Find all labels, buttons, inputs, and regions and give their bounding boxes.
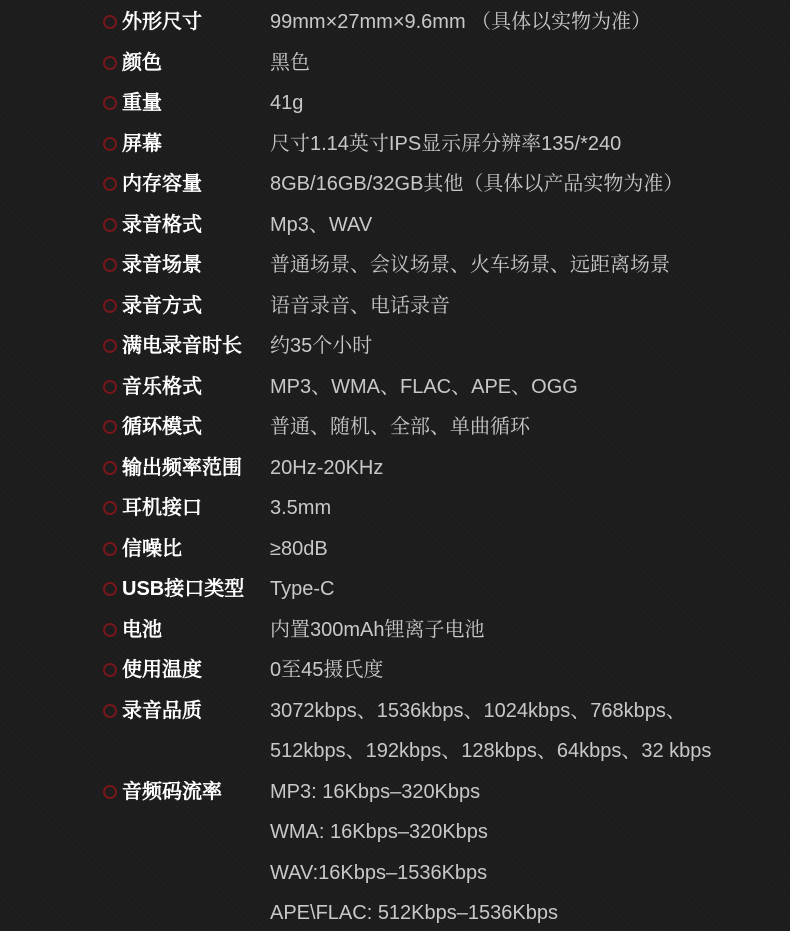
circle-bullet-icon	[103, 15, 117, 29]
spec-value-line: 3.5mm	[270, 497, 332, 519]
spec-value-line: 3072kbps、1536kbps、1024kbps、768kbps、	[270, 699, 686, 722]
spec-label: USB接口类型	[122, 578, 245, 600]
spec-row	[103, 164, 780, 205]
spec-row	[103, 286, 780, 327]
circle-bullet-icon	[103, 785, 117, 799]
circle-bullet-icon	[103, 582, 117, 596]
spec-values	[270, 205, 780, 246]
spec-value-line: 512kbps、192kbps、128kbps、64kbps、32 kbps	[270, 740, 712, 762]
spec-value-line: 约35个小时	[270, 335, 373, 357]
circle-bullet-icon	[103, 501, 117, 515]
spec-values	[270, 448, 780, 489]
spec-label: 外形尺寸	[122, 11, 202, 33]
spec-values	[270, 529, 780, 570]
spec-row	[103, 124, 780, 165]
spec-label: 耳机接口	[122, 497, 202, 519]
spec-row	[103, 691, 780, 772]
spec-value-line: 0至45摄氏度	[270, 659, 384, 681]
spec-values	[270, 286, 780, 327]
circle-bullet-icon	[103, 461, 117, 475]
spec-value-line: WAV:16Kbps–1536Kbps	[270, 861, 488, 884]
spec-values	[270, 488, 780, 529]
spec-label: 录音格式	[122, 213, 202, 236]
circle-bullet-icon	[103, 299, 117, 313]
spec-values	[270, 407, 780, 448]
circle-bullet-icon	[103, 542, 117, 556]
circle-bullet-icon	[103, 177, 117, 191]
spec-label: 重量	[122, 92, 162, 114]
spec-values	[270, 691, 780, 772]
circle-bullet-icon	[103, 623, 117, 637]
circle-bullet-icon	[103, 339, 117, 353]
circle-bullet-icon	[103, 704, 117, 718]
spec-values	[270, 124, 780, 165]
spec-values	[270, 326, 780, 367]
spec-label: 输出频率范围	[122, 456, 242, 479]
spec-values	[270, 367, 780, 408]
circle-bullet-icon	[103, 218, 117, 232]
spec-row	[103, 43, 780, 84]
spec-row	[103, 2, 780, 43]
spec-label: 信噪比	[122, 537, 182, 560]
spec-values	[270, 569, 780, 610]
spec-label: 电池	[122, 618, 162, 641]
spec-values	[270, 245, 780, 286]
spec-values	[270, 43, 780, 84]
spec-value-line: ≥80dB	[270, 537, 328, 560]
spec-row	[103, 772, 780, 931]
spec-label: 音频码流率	[122, 780, 222, 803]
circle-bullet-icon	[103, 258, 117, 272]
spec-values	[270, 772, 780, 931]
spec-row	[103, 529, 780, 570]
spec-row	[103, 205, 780, 246]
spec-label: 满电录音时长	[122, 335, 242, 357]
circle-bullet-icon	[103, 137, 117, 151]
spec-value-line: 41g	[270, 92, 304, 114]
spec-row	[103, 610, 780, 651]
spec-values	[270, 650, 780, 691]
spec-values	[270, 610, 780, 651]
spec-row	[103, 650, 780, 691]
spec-value-line: Mp3、WAV	[270, 213, 373, 236]
spec-label: 颜色	[122, 51, 162, 74]
circle-bullet-icon	[103, 420, 117, 434]
spec-label: 使用温度	[122, 659, 202, 681]
spec-label: 屏幕	[122, 132, 162, 155]
spec-row	[103, 83, 780, 124]
spec-label: 音乐格式	[122, 375, 202, 398]
spec-value-line: 99mm×27mm×9.6mm （具体以实物为准）	[270, 11, 652, 33]
spec-value-line: 普通场景、会议场景、火车场景、远距离场景	[270, 254, 670, 276]
spec-value-line: 黑色	[270, 51, 310, 74]
spec-row	[103, 448, 780, 489]
circle-bullet-icon	[103, 96, 117, 110]
spec-label: 录音品质	[122, 699, 202, 722]
spec-row	[103, 407, 780, 448]
spec-row	[103, 488, 780, 529]
spec-label: 录音场景	[122, 254, 202, 276]
spec-label: 录音方式	[122, 294, 202, 317]
spec-value-line: WMA: 16Kbps–320Kbps	[270, 821, 488, 843]
spec-value-line: Type-C	[270, 578, 335, 600]
circle-bullet-icon	[103, 663, 117, 677]
spec-row	[103, 367, 780, 408]
circle-bullet-icon	[103, 56, 117, 70]
spec-value-line: 8GB/16GB/32GB其他（具体以产品实物为准）	[270, 173, 684, 195]
spec-value-line: 尺寸1.14英寸IPS显示屏分辨率135/*240	[270, 132, 622, 155]
spec-values	[270, 2, 780, 43]
circle-bullet-icon	[103, 380, 117, 394]
spec-value-line: 20Hz-20KHz	[270, 456, 384, 479]
spec-row	[103, 569, 780, 610]
spec-value-line: APE\FLAC: 512Kbps–1536Kbps	[270, 902, 558, 924]
spec-value-line: 普通、随机、全部、单曲循环	[270, 416, 530, 438]
spec-value-line: MP3、WMA、FLAC、APE、OGG	[270, 375, 578, 398]
spec-value-line: 内置300mAh锂离子电池	[270, 618, 485, 641]
spec-value-line: MP3: 16Kbps–320Kbps	[270, 780, 481, 803]
spec-values	[270, 83, 780, 124]
spec-label: 内存容量	[122, 173, 202, 195]
spec-row	[103, 245, 780, 286]
spec-value-line: 语音录音、电话录音	[270, 294, 450, 317]
spec-values	[270, 164, 780, 205]
spec-row	[103, 326, 780, 367]
spec-label: 循环模式	[122, 416, 202, 438]
